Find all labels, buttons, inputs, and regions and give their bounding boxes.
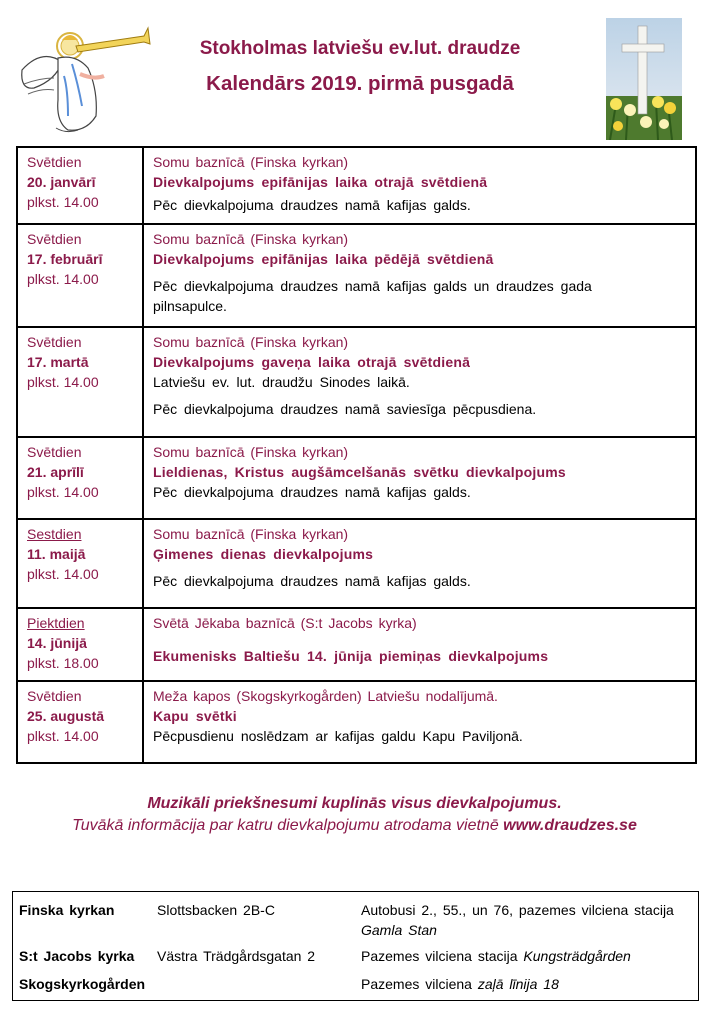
- event-weekday: Svētdien: [27, 154, 82, 170]
- event-service: Lieldienas, Kristus augšāmcelšanās svētku dievkalpojums: [153, 464, 566, 480]
- event-date: 14. jūnijā: [27, 635, 87, 651]
- event-service: Ģimenes dienas dievkalpojums: [153, 546, 374, 562]
- event-time: plkst. 14.00: [27, 374, 99, 390]
- event-note: Pēc dievkalpojuma draudzes namā kafijas galds.: [153, 484, 471, 500]
- event-note: Pēc dievkalpojuma draudzes namā saviesīga pēcpusdiena.: [153, 401, 537, 417]
- event-row: [17, 224, 696, 327]
- location-transport: Pazemes vilciena stacija Kungsträdgården: [361, 948, 631, 964]
- event-church: Meža kapos (Skogskyrkogården) Latviešu nodalījumā.: [153, 688, 498, 704]
- event-service: Dievkalpojums epifānijas laika pēdējā svētdienā: [153, 251, 494, 267]
- event-date: 17. martā: [27, 354, 89, 370]
- event-service: Ekumenisks Baltiešu 14. jūnija piemiņas dievkalpojums: [153, 648, 549, 664]
- event-church: Svētā Jēkaba baznīcā (S:t Jacobs kyrka): [153, 615, 417, 631]
- event-date: 17. februārī: [27, 251, 103, 267]
- event-row: [17, 519, 696, 608]
- location-name: Finska kyrkan: [19, 902, 115, 918]
- music-note: Muzikāli priekšnesumi kuplinās visus dievkalpojumus.: [147, 795, 562, 812]
- event-weekday: Svētdien: [27, 444, 82, 460]
- event-note: Pēc dievkalpojuma draudzes namā kafijas galds un draudzes gada pilnsapulce.: [153, 278, 592, 314]
- event-weekday: Svētdien: [27, 688, 82, 704]
- event-note: Latviešu ev. lut. draudžu Sinodes laikā.: [153, 374, 410, 390]
- event-church: Somu baznīcā (Finska kyrkan): [153, 334, 349, 350]
- website-link[interactable]: www.draudzes.se: [503, 817, 637, 834]
- event-date: 25. augustā: [27, 708, 105, 724]
- event-row: [17, 681, 696, 763]
- location-name: S:t Jacobs kyrka: [19, 948, 135, 964]
- event-time: plkst. 14.00: [27, 566, 99, 582]
- event-date: 11. maijā: [27, 546, 86, 562]
- event-service: Dievkalpojums epifānijas laika otrajā svētdienā: [153, 174, 488, 190]
- document-title: Stokholmas latviešu ev.lut. draudze: [199, 38, 521, 59]
- event-row: [17, 437, 696, 519]
- event-service: Kapu svētki: [153, 708, 237, 724]
- locations-box: [12, 891, 699, 1001]
- event-time: plkst. 18.00: [27, 655, 99, 671]
- event-weekday: Svētdien: [27, 231, 82, 247]
- event-row: [17, 327, 696, 437]
- location-address: Västra Trädgårdsgatan 2: [157, 948, 316, 964]
- location-address: Slottsbacken 2B-C: [157, 902, 275, 918]
- event-note: Pēcpusdienu noslēdzam ar kafijas galdu Kapu Paviljonā.: [153, 728, 523, 744]
- event-weekday: Piektdien: [27, 615, 85, 631]
- event-row: [17, 147, 696, 224]
- location-transport: Pazemes vilciena zaļā līnija 18: [361, 976, 559, 992]
- event-note: Pēc dievkalpojuma draudzes namā kafijas galds.: [153, 197, 471, 213]
- event-weekday: Svētdien: [27, 334, 82, 350]
- event-time: plkst. 14.00: [27, 484, 99, 500]
- event-time: plkst. 14.00: [27, 728, 99, 744]
- event-date: 21. aprīlī: [27, 464, 84, 480]
- document-subtitle: Kalendārs 2019. pirmā pusgadā: [206, 72, 514, 95]
- location-transport: Autobusi 2., 55., un 76, pazemes vilciena stacija Gamla Stan: [361, 902, 674, 938]
- calendar-table: [16, 146, 697, 764]
- event-row: [17, 608, 696, 681]
- event-church: Somu baznīcā (Finska kyrkan): [153, 526, 349, 542]
- event-weekday: Sestdien: [27, 526, 82, 542]
- event-service: Dievkalpojums gaveņa laika otrajā svētdienā: [153, 354, 471, 370]
- event-time: plkst. 14.00: [27, 271, 99, 287]
- event-date: 20. janvārī: [27, 174, 96, 190]
- cross-daffodils-photo: [606, 18, 682, 140]
- event-church: Somu baznīcā (Finska kyrkan): [153, 231, 349, 247]
- info-note: [0, 817, 709, 835]
- event-time: plkst. 14.00: [27, 194, 99, 210]
- event-church: Somu baznīcā (Finska kyrkan): [153, 444, 349, 460]
- event-note: Pēc dievkalpojuma draudzes namā kafijas galds.: [153, 573, 471, 589]
- angel-trumpet-illustration: [18, 24, 154, 142]
- info-text: Tuvākā informācija par katru dievkalpojumu atrodama vietnē: [72, 817, 499, 834]
- event-church: Somu baznīcā (Finska kyrkan): [153, 154, 349, 170]
- location-name: Skogskyrkogården: [19, 976, 146, 992]
